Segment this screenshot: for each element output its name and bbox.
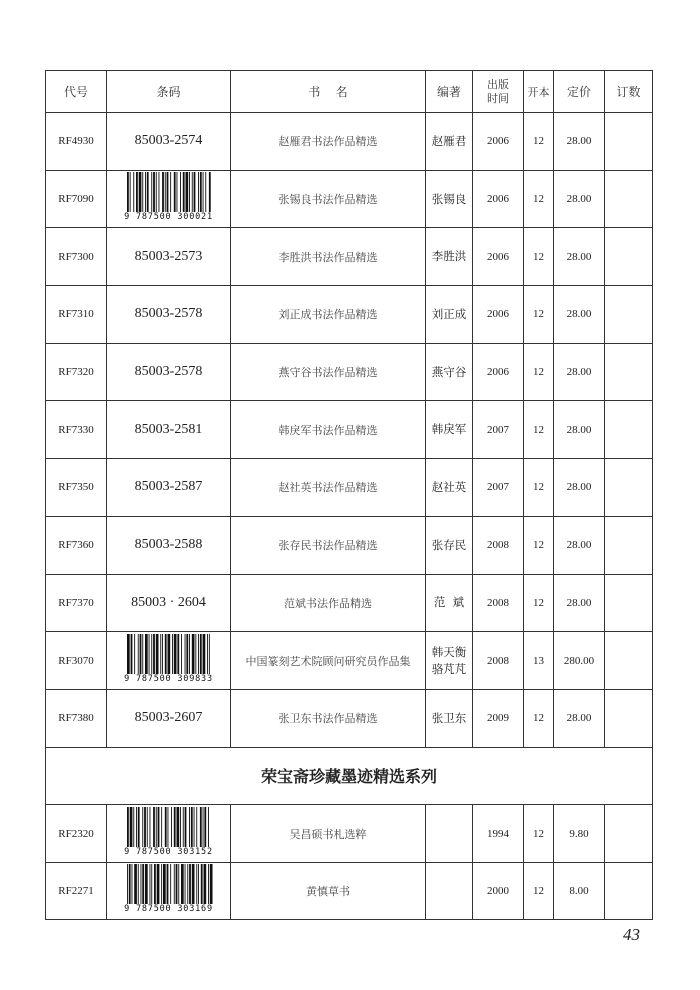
row-title: 张锡良书法作品精选	[231, 170, 426, 228]
row-qty-cell	[605, 170, 653, 228]
row-code: RF2320	[46, 805, 107, 863]
row-price: 280.00	[554, 632, 605, 690]
row-qty-cell	[605, 516, 653, 574]
row-code: RF7300	[46, 228, 107, 286]
row-title: 吴昌硕书札选粹	[231, 805, 426, 863]
table-row	[46, 343, 653, 401]
row-barcode-number: 85003-2578	[107, 286, 231, 344]
table-row	[46, 862, 653, 920]
page-number: 43	[623, 925, 640, 944]
row-author: 李胜洪	[426, 228, 473, 286]
row-format: 12	[524, 401, 554, 459]
barcode-digits: 9 787500 303169	[121, 904, 217, 914]
row-barcode-cell	[107, 805, 231, 863]
row-year: 2007	[473, 459, 524, 517]
table-row	[46, 228, 653, 286]
row-year: 2006	[473, 343, 524, 401]
row-format: 12	[524, 516, 554, 574]
barcode-digits: 9 787500 309833	[121, 674, 217, 684]
row-author: 燕守谷	[426, 343, 473, 401]
col-header-price: 定价	[554, 71, 605, 113]
row-format: 12	[524, 286, 554, 344]
row-price: 28.00	[554, 689, 605, 747]
row-price: 28.00	[554, 286, 605, 344]
row-code: RF7310	[46, 286, 107, 344]
row-barcode-number: 85003 · 2604	[107, 574, 231, 632]
row-code: RF7360	[46, 516, 107, 574]
row-year: 2006	[473, 286, 524, 344]
row-title: 范斌书法作品精选	[231, 574, 426, 632]
row-author	[426, 862, 473, 920]
row-code: RF7350	[46, 459, 107, 517]
row-title: 张存民书法作品精选	[231, 516, 426, 574]
row-price: 28.00	[554, 170, 605, 228]
row-price: 8.00	[554, 862, 605, 920]
row-barcode-cell	[107, 862, 231, 920]
row-year: 2006	[473, 170, 524, 228]
row-author: 赵雁君	[426, 113, 473, 171]
row-qty-cell	[605, 805, 653, 863]
row-price: 28.00	[554, 574, 605, 632]
table-row	[46, 113, 653, 171]
row-author: 张卫东	[426, 689, 473, 747]
header-row	[46, 71, 653, 113]
row-format: 12	[524, 170, 554, 228]
table-row	[46, 286, 653, 344]
row-code: RF4930	[46, 113, 107, 171]
row-code: RF7330	[46, 401, 107, 459]
row-code: RF7380	[46, 689, 107, 747]
table-row	[46, 805, 653, 863]
row-code: RF2271	[46, 862, 107, 920]
row-author: 刘正成	[426, 286, 473, 344]
row-code: RF7090	[46, 170, 107, 228]
row-price: 28.00	[554, 516, 605, 574]
col-header-author: 编著	[426, 71, 473, 113]
row-price: 28.00	[554, 343, 605, 401]
row-barcode-number: 85003-2581	[107, 401, 231, 459]
section-title: 荣宝斋珍藏墨迹精选系列	[46, 747, 653, 805]
table-row	[46, 689, 653, 747]
row-author	[426, 805, 473, 863]
row-qty-cell	[605, 632, 653, 690]
col-header-barcode: 条码	[107, 71, 231, 113]
row-qty-cell	[605, 574, 653, 632]
col-header-year: 出版 时间	[473, 71, 524, 113]
barcode-image	[121, 807, 217, 857]
row-year: 2008	[473, 516, 524, 574]
section-header-row	[46, 747, 653, 805]
row-year: 2008	[473, 574, 524, 632]
row-barcode-number: 85003-2587	[107, 459, 231, 517]
row-price: 28.00	[554, 401, 605, 459]
row-barcode-number: 85003-2607	[107, 689, 231, 747]
row-title: 燕守谷书法作品精选	[231, 343, 426, 401]
col-header-format: 开本	[524, 71, 554, 113]
table-row	[46, 516, 653, 574]
row-barcode-number: 85003-2573	[107, 228, 231, 286]
row-title: 赵雁君书法作品精选	[231, 113, 426, 171]
barcode-image	[121, 172, 217, 222]
row-qty-cell	[605, 862, 653, 920]
row-title: 张卫东书法作品精选	[231, 689, 426, 747]
barcode-digits: 9 787500 303152	[121, 847, 217, 857]
row-author: 赵社英	[426, 459, 473, 517]
row-format: 12	[524, 689, 554, 747]
row-price: 28.00	[554, 228, 605, 286]
barcode-image	[121, 634, 217, 684]
table-row	[46, 574, 653, 632]
col-header-code: 代号	[46, 71, 107, 113]
row-format: 12	[524, 343, 554, 401]
table-row	[46, 632, 653, 690]
row-year: 2006	[473, 228, 524, 286]
table-row	[46, 401, 653, 459]
row-year: 2008	[473, 632, 524, 690]
row-barcode-cell	[107, 170, 231, 228]
row-price: 28.00	[554, 113, 605, 171]
row-qty-cell	[605, 401, 653, 459]
row-qty-cell	[605, 343, 653, 401]
row-price: 9.80	[554, 805, 605, 863]
row-author: 韩戾军	[426, 401, 473, 459]
row-year: 2000	[473, 862, 524, 920]
col-header-qty: 订数	[605, 71, 653, 113]
row-price: 28.00	[554, 459, 605, 517]
row-barcode-cell	[107, 632, 231, 690]
row-year: 2006	[473, 113, 524, 171]
row-year: 1994	[473, 805, 524, 863]
row-author: 张存民	[426, 516, 473, 574]
row-format: 13	[524, 632, 554, 690]
row-format: 12	[524, 862, 554, 920]
row-title: 李胜洪书法作品精选	[231, 228, 426, 286]
row-format: 12	[524, 805, 554, 863]
row-format: 12	[524, 113, 554, 171]
row-format: 12	[524, 459, 554, 517]
row-barcode-number: 85003-2574	[107, 113, 231, 171]
row-code: RF3070	[46, 632, 107, 690]
row-qty-cell	[605, 113, 653, 171]
col-header-title: 书 名	[231, 71, 426, 113]
table-row	[46, 170, 653, 228]
row-qty-cell	[605, 228, 653, 286]
barcode-image	[121, 864, 217, 914]
row-format: 12	[524, 574, 554, 632]
row-title: 中国篆刻艺术院顾问研究员作品集	[231, 632, 426, 690]
table-row	[46, 459, 653, 517]
row-author: 张锡良	[426, 170, 473, 228]
row-year: 2009	[473, 689, 524, 747]
row-barcode-number: 85003-2578	[107, 343, 231, 401]
row-barcode-number: 85003-2588	[107, 516, 231, 574]
barcode-digits: 9 787500 300021	[121, 212, 217, 222]
row-title: 刘正成书法作品精选	[231, 286, 426, 344]
row-title: 黄慎草书	[231, 862, 426, 920]
row-author: 范 斌	[426, 574, 473, 632]
row-format: 12	[524, 228, 554, 286]
row-qty-cell	[605, 459, 653, 517]
row-title: 韩戾军书法作品精选	[231, 401, 426, 459]
row-code: RF7320	[46, 343, 107, 401]
row-author: 韩天衡 骆芃芃	[426, 632, 473, 690]
catalog-table	[45, 70, 653, 920]
row-code: RF7370	[46, 574, 107, 632]
row-title: 赵社英书法作品精选	[231, 459, 426, 517]
row-qty-cell	[605, 689, 653, 747]
row-qty-cell	[605, 286, 653, 344]
row-year: 2007	[473, 401, 524, 459]
